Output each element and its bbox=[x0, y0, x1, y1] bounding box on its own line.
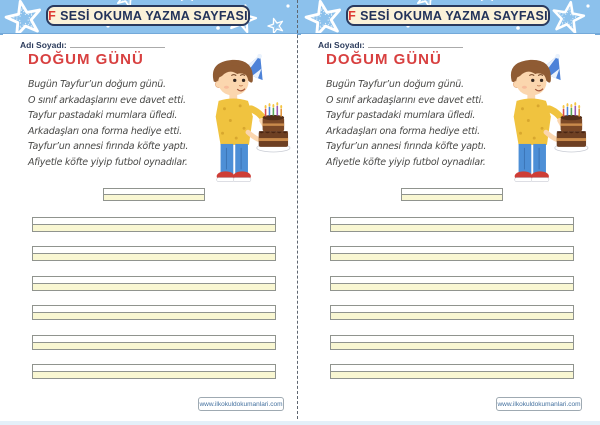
boy-with-birthday-cake-illustration bbox=[495, 54, 593, 186]
writing-guide-line bbox=[330, 217, 574, 232]
name-fill-blank bbox=[70, 39, 165, 48]
boy-with-birthday-cake-illustration bbox=[197, 54, 295, 186]
story-line: O sınıf arkadaşlarını eve davet etti. bbox=[326, 94, 484, 106]
story-line: Tayfur pastadaki mumlara üfledi. bbox=[326, 110, 476, 121]
name-surname-text: Adı Soyadı: bbox=[318, 40, 365, 50]
writing-guide-line bbox=[330, 276, 574, 291]
name-fill-blank bbox=[368, 39, 463, 48]
writing-guide-line bbox=[330, 335, 574, 350]
name-surname-text: Adı Soyadı: bbox=[20, 40, 67, 50]
writing-guide-line bbox=[32, 217, 276, 232]
writing-guide-line bbox=[330, 364, 574, 379]
bottom-edge-strip bbox=[0, 421, 600, 425]
birthday-cake-icon bbox=[257, 102, 290, 152]
letter-f-highlight: F bbox=[348, 8, 357, 23]
story-text bbox=[326, 77, 502, 170]
story-line: Tayfur’un annesi fırında köfte yaptı. bbox=[28, 141, 189, 152]
story-line: Tayfur’un annesi fırında köfte yaptı. bbox=[326, 141, 487, 152]
story-line: Bugün Tayfur’un doğum günü. bbox=[326, 79, 464, 90]
writing-guide-line bbox=[32, 246, 276, 261]
name-surname-label bbox=[20, 39, 165, 50]
story-title: DOĞUM GÜNÜ bbox=[28, 51, 144, 68]
cut-dashed-line bbox=[297, 0, 298, 419]
birthday-cake-icon bbox=[555, 102, 588, 152]
story-line: Arkadaşları ona forma hediye etti. bbox=[326, 125, 480, 137]
banner-title-text: SESİ OKUMA YAZMA SAYFASI bbox=[60, 8, 248, 23]
writing-guide-short bbox=[401, 188, 503, 201]
story-line: Arkadaşları ona forma hediye etti. bbox=[28, 125, 182, 137]
page-title-banner bbox=[346, 5, 550, 26]
writing-guide-line bbox=[32, 335, 276, 350]
writing-guide-line bbox=[32, 305, 276, 320]
letter-f-highlight: F bbox=[48, 8, 57, 23]
story-text bbox=[28, 77, 204, 170]
name-surname-label bbox=[318, 39, 463, 50]
writing-guide-line bbox=[32, 364, 276, 379]
banner-title-text: SESİ OKUMA YAZMA SAYFASI bbox=[360, 8, 548, 23]
worksheet-page-right bbox=[301, 34, 595, 420]
story-line: Tayfur pastadaki mumlara üfledi. bbox=[28, 110, 178, 121]
worksheet-page-left bbox=[3, 34, 297, 420]
writing-guide-line bbox=[330, 305, 574, 320]
website-url: www.ilkokuldokumanlari.com bbox=[496, 397, 582, 411]
story-line: Afiyetle köfte yiyip futbol oynadılar. bbox=[326, 156, 486, 168]
story-line: Afiyetle köfte yiyip futbol oynadılar. bbox=[28, 156, 188, 168]
page-title-banner bbox=[46, 5, 250, 26]
writing-guide-short bbox=[103, 188, 205, 201]
writing-guide-line bbox=[32, 276, 276, 291]
story-line: O sınıf arkadaşlarını eve davet etti. bbox=[28, 94, 186, 106]
story-title: DOĞUM GÜNÜ bbox=[326, 51, 442, 68]
story-line: Bugün Tayfur’un doğum günü. bbox=[28, 79, 166, 90]
writing-guide-line bbox=[330, 246, 574, 261]
website-url: www.ilkokuldokumanlari.com bbox=[198, 397, 284, 411]
